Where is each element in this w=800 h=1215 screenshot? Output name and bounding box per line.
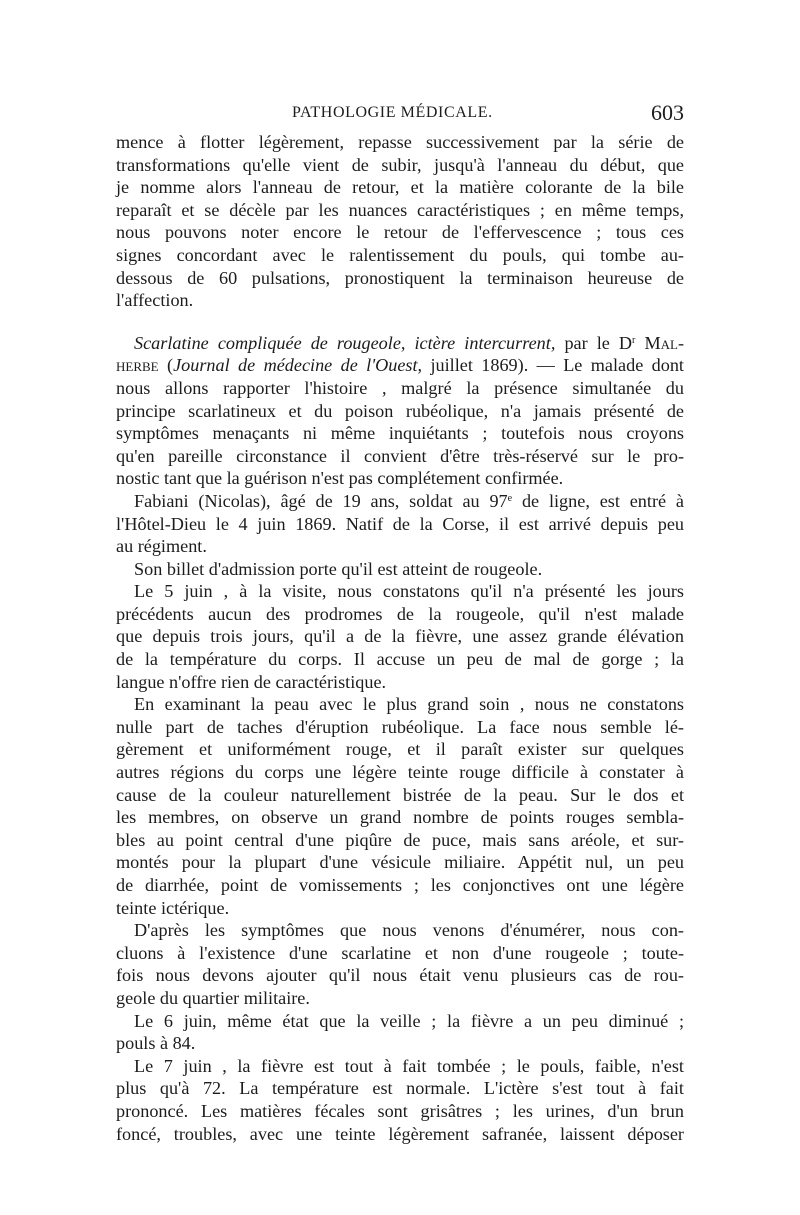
patient-line [116,490,684,513]
dr-superscript: r [632,334,636,346]
text-line: Son billet d'admission porte qu'il est atteint de rougeole. [134,558,543,579]
text-line: signes concordant avec le ralentissement du pouls, qui tombe au- [116,244,684,265]
text-line: Le 5 juin , à la visite, nous constatons qu'il n'a présenté les jours [134,581,684,602]
text-line: En examinant la peau avec le plus grand soin , nous ne constatons [134,694,684,715]
patient-intro: Fabiani (Nicolas), âgé de 19 ans, soldat au 97 [134,490,508,511]
text-line: dessous de 60 pulsations, pronostiquent la terminaison heureuse de [116,267,684,288]
author-name-part1: Mal- [635,332,685,353]
case-source-line [116,354,684,377]
text-line: précédents aucun des prodromes de la rougeole, qu'il n'est malade [116,603,684,624]
text-line: autres régions du corps une légère teinte rouge difficile à constater à [116,762,684,783]
source-open: ( [158,355,174,376]
text-line: que depuis trois jours, qu'il a de la fièvre, une assez grande élévation [116,626,684,647]
text-line: Le 6 juin, même état que la veille ; la fièvre a un peu diminué ; [134,1010,684,1031]
source-date: , juillet 1869). — Le malade dont [417,355,684,376]
text-line: nostic tant que la guérison n'est pas complétement confirmée. [116,468,564,489]
text-line: transformations qu'elle vient de subir, jusqu'à l'anneau du début, que [116,154,684,175]
case-title: Scarlatine compliquée de rougeole, ictère intercurrent, [134,332,556,353]
text-line: nous allons rapporter l'histoire , malgré la présence simultanée du [116,377,684,398]
patient-intro-end: de ligne, est entré à [512,490,684,511]
text-line: symptômes menaçants ni même inquiétants ; toutefois nous croyons [116,423,684,444]
page-header [116,100,684,130]
text-line: pouls à 84. [116,1033,196,1054]
text-line: Le 7 juin , la fièvre est tout à fait tombée ; le pouls, faible, n'est [134,1055,684,1076]
case-paragraph [116,332,684,490]
case-by: par le D [555,332,633,353]
text-line: cluons à l'existence d'une scarlatine et non d'une rougeole ; toute- [116,942,684,963]
body-text [116,131,684,1145]
running-title: PATHOLOGIE MÉDICALE. [292,104,493,121]
author-name-part2: herbe [116,355,159,376]
text-line: montés pour la plupart d'une vésicule miliaire. Appétit nul, un peu [116,852,684,873]
text-line: reparaît et se décèle par les nuances caractéristiques ; en même temps, [116,199,684,220]
text-line: langue n'offre rien de caractéristique. [116,671,387,692]
text-line: bles au point central d'une piqûre de puce, mais sans aréole, et sur- [116,829,684,850]
text-line: de diarrhée, point de vomissements ; les conjonctives ont une légère [116,875,684,895]
text-line: l'affection. [116,290,194,311]
page-number: 603 [651,100,684,125]
text-line: D'après les symptômes que nous venons d'énumérer, nous con- [134,920,684,941]
text-line: nous pouvons noter encore le retour de l'effervescence ; tous ces [116,222,684,243]
patient-paragraph [116,490,684,558]
journal-title: Journal de médecine de l'Ouest [173,355,418,376]
text-line: l'Hôtel-Dieu le 4 juin 1869. Natif de la Corse, il est arrivé depuis peu [116,513,684,534]
text-line: plus qu'à 72. La température est normale. L'ictère s'est tout à fait [116,1078,684,1099]
exam-paragraph [116,693,684,919]
text-line: gèrement et uniformément rouge, et il paraît exister sur quelques [116,739,684,760]
june5-paragraph [116,580,684,693]
text-line: de la température du corps. Il accuse un peu de mal de gorge ; la [116,649,684,670]
text-line: mence à flotter légèrement, repasse successivement par la série de [116,132,684,152]
text-line: teinte ictérique. [116,897,230,918]
conclusion-paragraph [116,919,684,1009]
admission-paragraph [116,558,684,581]
case-title-line [116,332,684,355]
text-line: foncé, troubles, avec une teinte légèrement safranée, laissent déposer [116,1123,684,1144]
june6-paragraph [116,1010,684,1055]
paragraph-continuation [116,131,684,312]
june7-paragraph [116,1055,684,1145]
text-line: cause de la couleur naturellement bistrée de la peau. Sur le dos et [116,784,684,805]
text-line: geole du quartier militaire. [116,987,310,1008]
text-line: je nomme alors l'anneau de retour, et la matière colorante de la bile [116,177,684,198]
section-gap [116,312,684,332]
text-line: qu'en pareille circonstance il convient d'être très-réservé sur le pro- [116,445,684,466]
text-line: fois nous devons ajouter qu'il nous était venu plusieurs cas de rou- [116,965,684,986]
text-line: principe scarlatineux et du poison rubéolique, n'a jamais présenté de [116,400,684,421]
text-line: nulle part de taches d'éruption rubéolique. La face nous semble lé- [116,716,684,737]
text-line: prononcé. Les matières fécales sont grisâtres ; les urines, d'un brun [116,1100,684,1121]
regiment-superscript: e [507,492,513,504]
text-line: les membres, on observe un grand nombre de points rouges sembla- [116,807,684,828]
text-line: au régiment. [116,536,207,557]
